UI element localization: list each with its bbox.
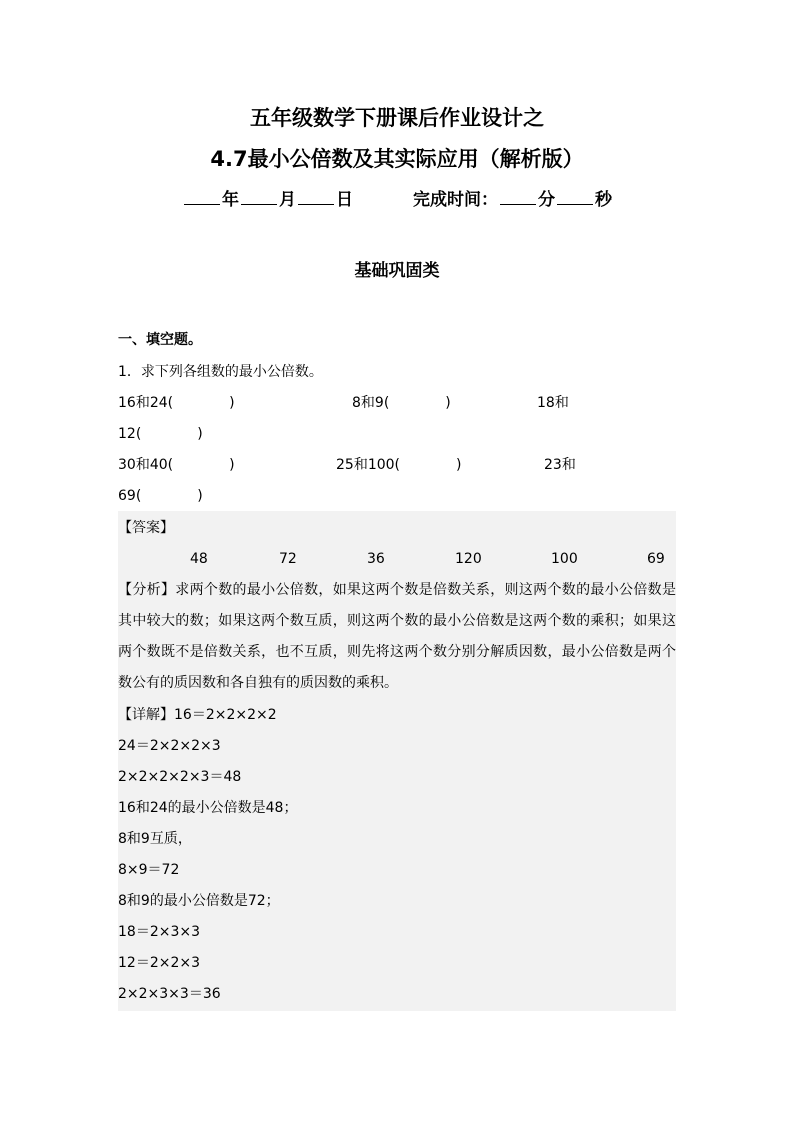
answer-value: 69 — [647, 551, 665, 567]
question-stem: 1．求下列各组数的最小公倍数。 — [118, 364, 323, 380]
question-item: 18和 — [537, 395, 569, 411]
day-blank[interactable] — [298, 188, 334, 205]
question-item: 30和40( ) — [118, 457, 235, 473]
year-blank[interactable] — [184, 188, 220, 205]
doc-title-line1: 五年级数学下册课后作业设计之 — [250, 106, 544, 130]
question-item: 8和9( ) — [352, 395, 451, 411]
question-item: 12( ) — [118, 426, 203, 442]
answer-value: 120 — [455, 551, 482, 567]
date-time-line — [0, 187, 794, 213]
year-label: 年 — [222, 190, 239, 210]
question-item: 25和100( ) — [336, 457, 462, 473]
answer-value: 48 — [190, 551, 208, 567]
month-blank[interactable] — [241, 188, 277, 205]
month-label: 月 — [279, 190, 296, 210]
day-label: 日 — [336, 190, 353, 210]
detail-line: 8和9的最小公倍数是72； — [118, 893, 280, 909]
answer-value: 100 — [551, 551, 578, 567]
analysis-paragraph: 【分析】求两个数的最小公倍数，如果这两个数是倍数关系，则这两个数的最小公倍数是其中较大的数；如果这两个数互质，则这两个数的最小公倍数是这两个数的乘积；如果这两个数既不是倍数关系，也不互质，则先将这两个数分别分解质因数，最小公倍数是两个数公有的质因数和各自独有的质因数的乘积。 — [118, 582, 676, 691]
second-blank[interactable] — [557, 188, 593, 205]
detail-line: 8×9＝72 — [118, 862, 180, 878]
answer-label: 【答案】 — [118, 520, 174, 536]
detail-line: 【详解】16＝2×2×2×2 — [118, 707, 277, 723]
detail-line: 2×2×3×3＝36 — [118, 986, 221, 1002]
minute-label: 分 — [538, 190, 555, 210]
detail-line: 8和9互质， — [118, 831, 192, 847]
question-item: 23和 — [544, 457, 576, 473]
minute-blank[interactable] — [500, 188, 536, 205]
second-label: 秒 — [595, 190, 612, 210]
detail-line: 16和24的最小公倍数是48； — [118, 800, 298, 816]
answer-value: 72 — [279, 551, 297, 567]
detail-line: 24＝2×2×2×3 — [118, 738, 221, 754]
answer-value: 36 — [367, 551, 385, 567]
detail-line: 18＝2×3×3 — [118, 924, 200, 940]
section-title: 基础巩固类 — [354, 261, 440, 281]
part-heading: 一、填空题。 — [118, 332, 202, 348]
doc-title-line2: 4.7最小公倍数及其实际应用（解析版） — [210, 147, 584, 171]
time-label: 完成时间： — [413, 190, 498, 210]
detail-line: 2×2×2×2×3＝48 — [118, 769, 242, 785]
question-item: 16和24( ) — [118, 395, 235, 411]
detail-line: 12＝2×2×3 — [118, 955, 200, 971]
question-item: 69( ) — [118, 488, 203, 504]
